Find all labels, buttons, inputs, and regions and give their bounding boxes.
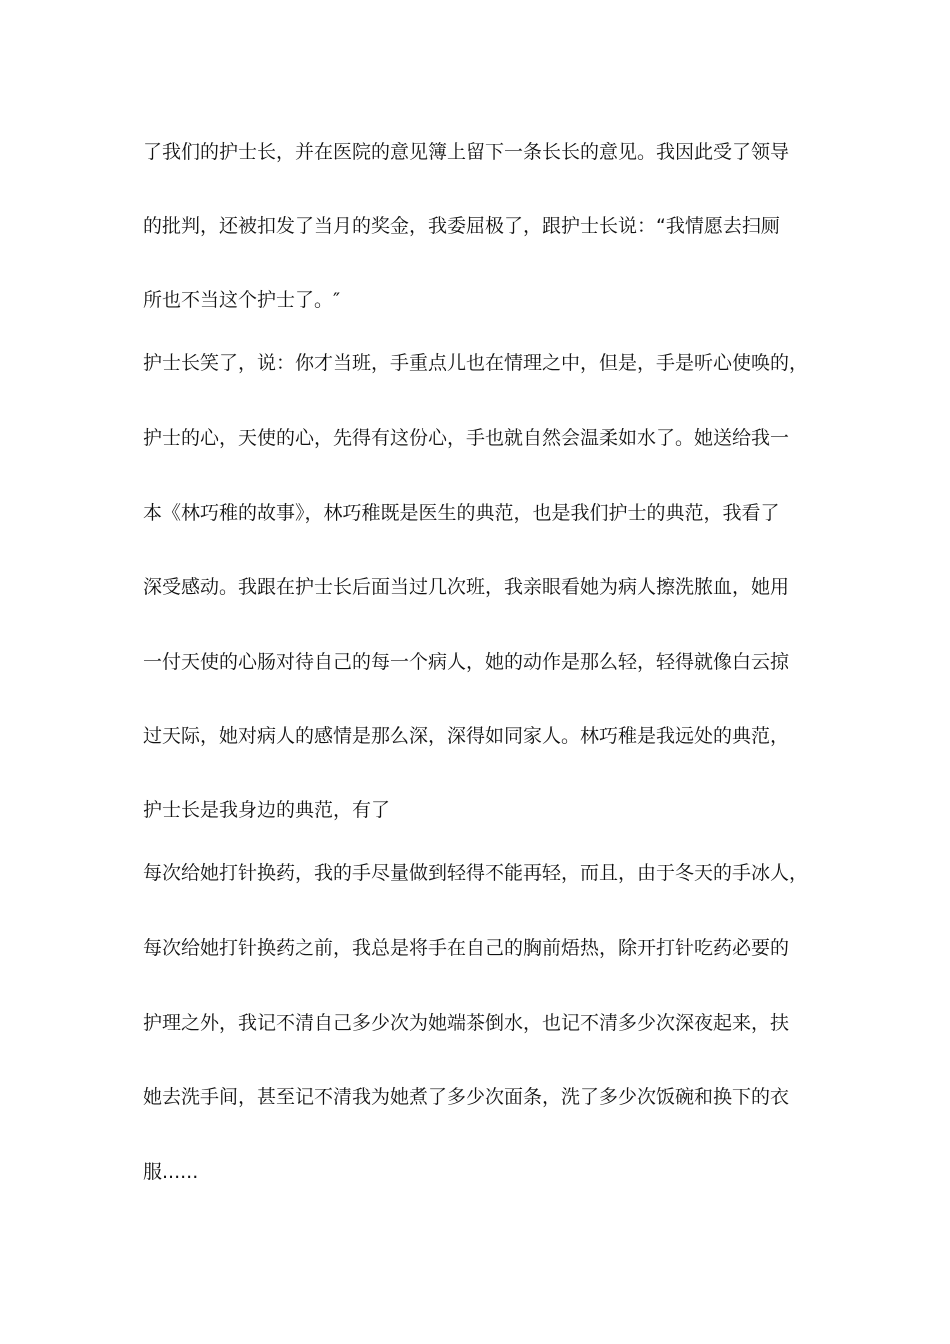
text-line-6: 本《林巧稚的故事》，林巧稚既是医生的典范，也是我们护士的典范，我看了 [143,502,780,524]
text-line-13: 护理之外，我记不清自己多少次为她端茶倒水，也记不清多少次深夜起来，扶 [143,1012,790,1034]
text-line-15: 服...... [143,1161,199,1183]
text-line-14: 她去洗手间，甚至记不清我为她煮了多少次面条，洗了多少次饭碗和换下的衣 [143,1086,790,1108]
text-line-4: 护士长笑了，说：你才当班，手重点儿也在情理之中，但是，手是听心使唤的， [143,352,809,374]
text-line-9: 过天际，她对病人的感情是那么深，深得如同家人。林巧稚是我远处的典范， [143,725,790,747]
text-line-11: 每次给她打针换药，我的手尽量做到轻得不能再轻，而且，由于冬天的手冰人， [143,862,809,884]
text-line-7: 深受感动。我跟在护士长后面当过几次班，我亲眼看她为病人擦洗脓血，她用 [143,576,790,598]
text-line-3: 所也不当这个护士了。″ [143,289,341,311]
text-line-12: 每次给她打针换药之前，我总是将手在自己的胸前焐热，除开打针吃药必要的 [143,937,790,959]
text-line-5: 护士的心，天使的心，先得有这份心，手也就自然会温柔如水了。她送给我一 [143,427,790,449]
text-line-10: 护士长是我身边的典范，有了 [143,799,391,821]
text-line-1: 了我们的护士长，并在医院的意见簿上留下一条长长的意见。我因此受了领导 [143,141,790,163]
text-line-8: 一付天使的心肠对待自己的每一个病人，她的动作是那么轻，轻得就像白云掠 [143,651,790,673]
text-line-2: 的批判，还被扣发了当月的奖金，我委屈极了，跟护士长说：“我情愿去扫厕 [143,215,780,237]
